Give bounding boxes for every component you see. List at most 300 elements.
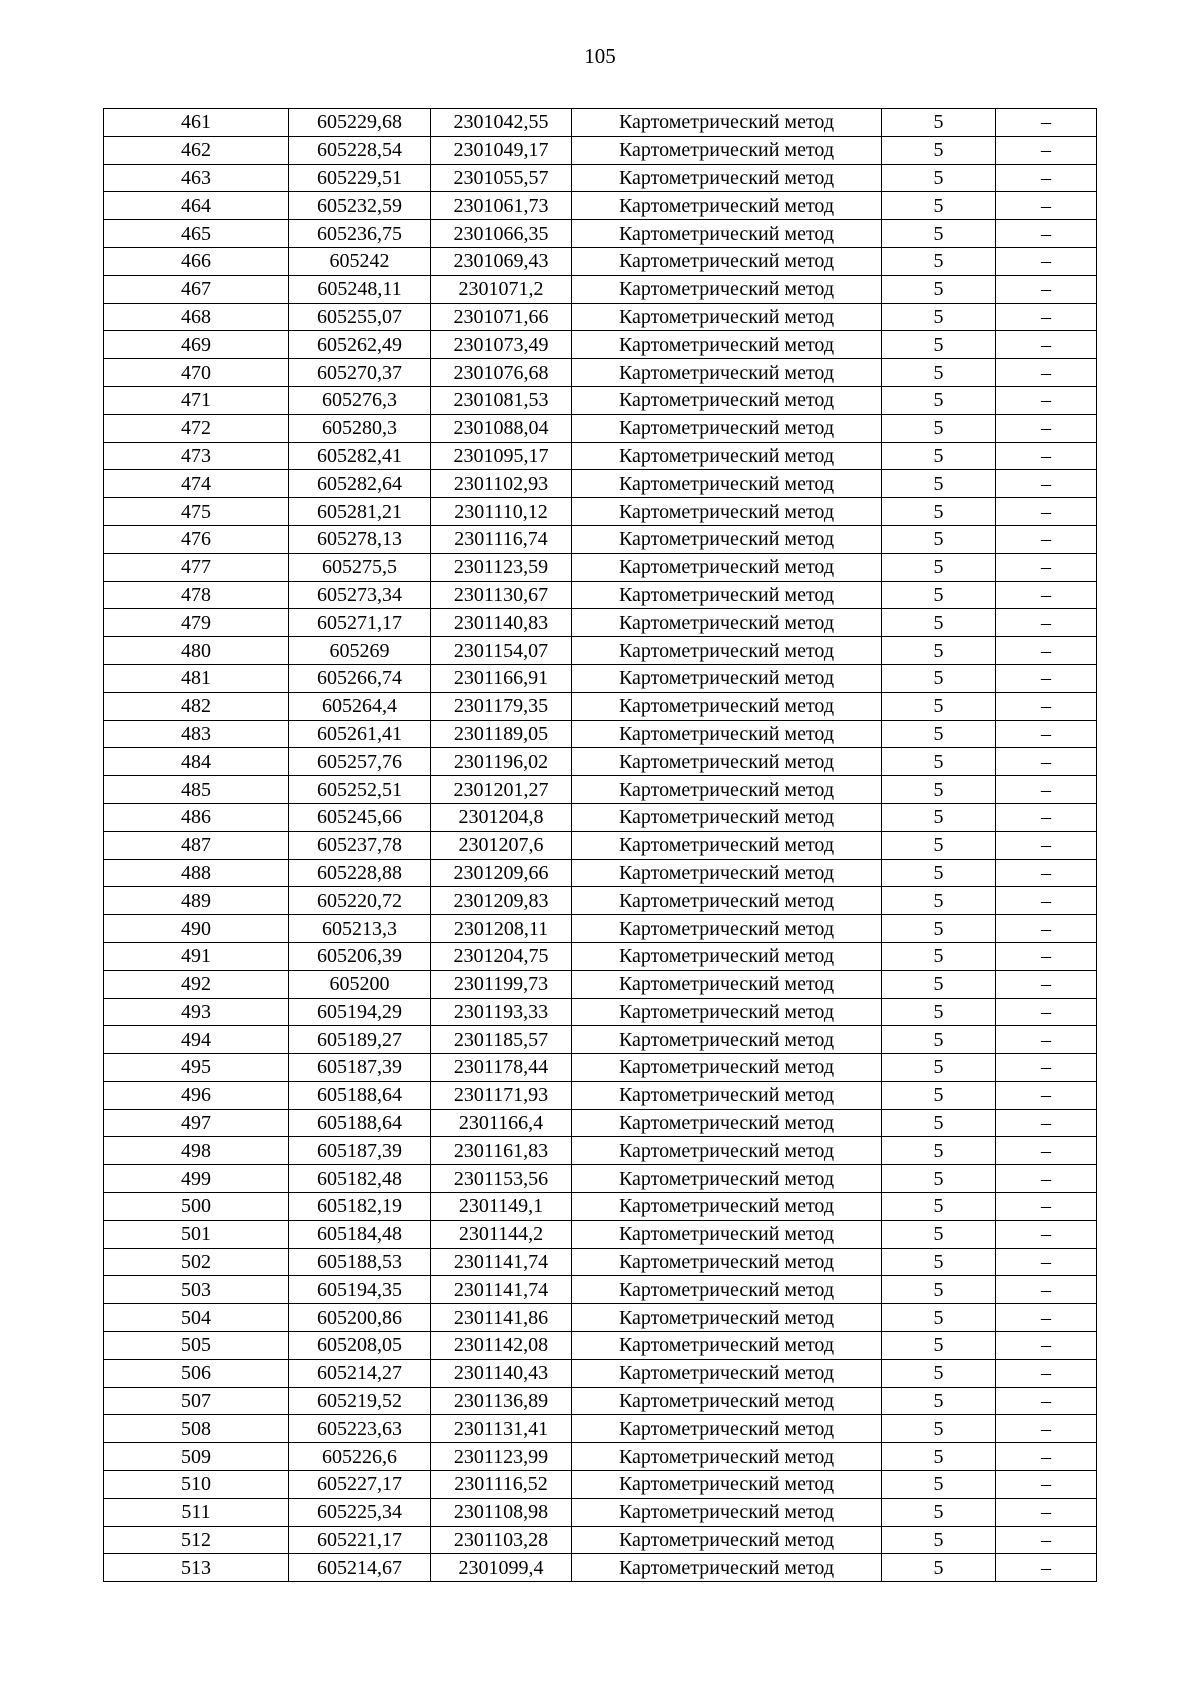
method-cell: Картометрический метод [572, 1165, 882, 1193]
description-cell: – [996, 1137, 1097, 1165]
description-cell: – [996, 803, 1097, 831]
description-cell: – [996, 776, 1097, 804]
table-row [104, 1415, 1097, 1443]
accuracy-cell: 5 [882, 386, 996, 414]
table-row [104, 1387, 1097, 1415]
x-coordinate-cell: 605261,41 [289, 720, 431, 748]
y-coordinate-cell: 2301071,2 [431, 275, 572, 303]
method-cell: Картометрический метод [572, 803, 882, 831]
table-row [104, 1443, 1097, 1471]
accuracy-cell: 5 [882, 525, 996, 553]
point-number-cell: 468 [104, 303, 289, 331]
x-coordinate-cell: 605232,59 [289, 192, 431, 220]
table-row [104, 1081, 1097, 1109]
description-cell: – [996, 1109, 1097, 1137]
table-row [104, 414, 1097, 442]
point-number-cell: 478 [104, 581, 289, 609]
x-coordinate-cell: 605237,78 [289, 831, 431, 859]
table-row [104, 776, 1097, 804]
method-cell: Картометрический метод [572, 303, 882, 331]
point-number-cell: 473 [104, 442, 289, 470]
x-coordinate-cell: 605219,52 [289, 1387, 431, 1415]
table-row [104, 859, 1097, 887]
table-row [104, 915, 1097, 943]
table-row [104, 192, 1097, 220]
table-row [104, 1526, 1097, 1554]
method-cell: Картометрический метод [572, 109, 882, 137]
table-row [104, 692, 1097, 720]
point-number-cell: 493 [104, 998, 289, 1026]
table-row [104, 1137, 1097, 1165]
table-row [104, 1109, 1097, 1137]
table-row [104, 1276, 1097, 1304]
accuracy-cell: 5 [882, 831, 996, 859]
x-coordinate-cell: 605228,88 [289, 859, 431, 887]
accuracy-cell: 5 [882, 470, 996, 498]
x-coordinate-cell: 605266,74 [289, 664, 431, 692]
table-row [104, 359, 1097, 387]
x-coordinate-cell: 605276,3 [289, 386, 431, 414]
x-coordinate-cell: 605182,19 [289, 1193, 431, 1221]
method-cell: Картометрический метод [572, 386, 882, 414]
accuracy-cell: 5 [882, 1220, 996, 1248]
y-coordinate-cell: 2301204,75 [431, 942, 572, 970]
point-number-cell: 463 [104, 164, 289, 192]
method-cell: Картометрический метод [572, 776, 882, 804]
description-cell: – [996, 1471, 1097, 1499]
description-cell: – [996, 637, 1097, 665]
accuracy-cell: 5 [882, 442, 996, 470]
method-cell: Картометрический метод [572, 1220, 882, 1248]
x-coordinate-cell: 605221,17 [289, 1526, 431, 1554]
x-coordinate-cell: 605242 [289, 247, 431, 275]
y-coordinate-cell: 2301189,05 [431, 720, 572, 748]
y-coordinate-cell: 2301042,55 [431, 109, 572, 137]
method-cell: Картометрический метод [572, 1359, 882, 1387]
point-number-cell: 464 [104, 192, 289, 220]
method-cell: Картометрический метод [572, 1193, 882, 1221]
accuracy-cell: 5 [882, 1054, 996, 1082]
y-coordinate-cell: 2301161,83 [431, 1137, 572, 1165]
method-cell: Картометрический метод [572, 470, 882, 498]
table-row [104, 970, 1097, 998]
table-row [104, 525, 1097, 553]
description-cell: – [996, 1248, 1097, 1276]
description-cell: – [996, 942, 1097, 970]
method-cell: Картометрический метод [572, 859, 882, 887]
description-cell: – [996, 859, 1097, 887]
point-number-cell: 474 [104, 470, 289, 498]
point-number-cell: 475 [104, 498, 289, 526]
point-number-cell: 486 [104, 803, 289, 831]
x-coordinate-cell: 605269 [289, 637, 431, 665]
table-row [104, 1193, 1097, 1221]
y-coordinate-cell: 2301123,59 [431, 553, 572, 581]
description-cell: – [996, 1498, 1097, 1526]
description-cell: – [996, 915, 1097, 943]
table-row [104, 998, 1097, 1026]
x-coordinate-cell: 605236,75 [289, 220, 431, 248]
method-cell: Картометрический метод [572, 748, 882, 776]
table-row [104, 664, 1097, 692]
table-row [104, 609, 1097, 637]
table-row [104, 331, 1097, 359]
y-coordinate-cell: 2301071,66 [431, 303, 572, 331]
y-coordinate-cell: 2301201,27 [431, 776, 572, 804]
x-coordinate-cell: 605206,39 [289, 942, 431, 970]
x-coordinate-cell: 605264,4 [289, 692, 431, 720]
coordinates-table-body [104, 109, 1097, 1582]
description-cell: – [996, 887, 1097, 915]
description-cell: – [996, 1193, 1097, 1221]
method-cell: Картометрический метод [572, 1054, 882, 1082]
accuracy-cell: 5 [882, 998, 996, 1026]
y-coordinate-cell: 2301095,17 [431, 442, 572, 470]
y-coordinate-cell: 2301142,08 [431, 1332, 572, 1360]
method-cell: Картометрический метод [572, 136, 882, 164]
y-coordinate-cell: 2301209,83 [431, 887, 572, 915]
method-cell: Картометрический метод [572, 359, 882, 387]
accuracy-cell: 5 [882, 1443, 996, 1471]
x-coordinate-cell: 605200,86 [289, 1304, 431, 1332]
description-cell: – [996, 498, 1097, 526]
point-number-cell: 471 [104, 386, 289, 414]
accuracy-cell: 5 [882, 776, 996, 804]
table-row [104, 247, 1097, 275]
description-cell: – [996, 1276, 1097, 1304]
point-number-cell: 481 [104, 664, 289, 692]
accuracy-cell: 5 [882, 1471, 996, 1499]
y-coordinate-cell: 2301208,11 [431, 915, 572, 943]
x-coordinate-cell: 605225,34 [289, 1498, 431, 1526]
table-row [104, 887, 1097, 915]
method-cell: Картометрический метод [572, 581, 882, 609]
point-number-cell: 492 [104, 970, 289, 998]
y-coordinate-cell: 2301204,8 [431, 803, 572, 831]
accuracy-cell: 5 [882, 136, 996, 164]
method-cell: Картометрический метод [572, 192, 882, 220]
y-coordinate-cell: 2301055,57 [431, 164, 572, 192]
table-row [104, 942, 1097, 970]
x-coordinate-cell: 605227,17 [289, 1471, 431, 1499]
method-cell: Картометрический метод [572, 331, 882, 359]
table-row [104, 136, 1097, 164]
y-coordinate-cell: 2301178,44 [431, 1054, 572, 1082]
accuracy-cell: 5 [882, 1332, 996, 1360]
point-number-cell: 488 [104, 859, 289, 887]
point-number-cell: 509 [104, 1443, 289, 1471]
point-number-cell: 507 [104, 1387, 289, 1415]
description-cell: – [996, 1387, 1097, 1415]
y-coordinate-cell: 2301149,1 [431, 1193, 572, 1221]
accuracy-cell: 5 [882, 359, 996, 387]
y-coordinate-cell: 2301179,35 [431, 692, 572, 720]
method-cell: Картометрический метод [572, 831, 882, 859]
method-cell: Картометрический метод [572, 414, 882, 442]
table-row [104, 803, 1097, 831]
x-coordinate-cell: 605255,07 [289, 303, 431, 331]
description-cell: – [996, 581, 1097, 609]
y-coordinate-cell: 2301073,49 [431, 331, 572, 359]
point-number-cell: 491 [104, 942, 289, 970]
x-coordinate-cell: 605270,37 [289, 359, 431, 387]
y-coordinate-cell: 2301140,43 [431, 1359, 572, 1387]
y-coordinate-cell: 2301108,98 [431, 1498, 572, 1526]
point-number-cell: 485 [104, 776, 289, 804]
table-row [104, 1220, 1097, 1248]
point-number-cell: 484 [104, 748, 289, 776]
description-cell: – [996, 1220, 1097, 1248]
accuracy-cell: 5 [882, 331, 996, 359]
point-number-cell: 495 [104, 1054, 289, 1082]
x-coordinate-cell: 605213,3 [289, 915, 431, 943]
table-row [104, 386, 1097, 414]
description-cell: – [996, 748, 1097, 776]
accuracy-cell: 5 [882, 1026, 996, 1054]
method-cell: Картометрический метод [572, 498, 882, 526]
method-cell: Картометрический метод [572, 1471, 882, 1499]
point-number-cell: 500 [104, 1193, 289, 1221]
x-coordinate-cell: 605278,13 [289, 525, 431, 553]
method-cell: Картометрический метод [572, 692, 882, 720]
point-number-cell: 462 [104, 136, 289, 164]
description-cell: – [996, 275, 1097, 303]
accuracy-cell: 5 [882, 887, 996, 915]
x-coordinate-cell: 605257,76 [289, 748, 431, 776]
y-coordinate-cell: 2301166,4 [431, 1109, 572, 1137]
description-cell: – [996, 164, 1097, 192]
x-coordinate-cell: 605226,6 [289, 1443, 431, 1471]
x-coordinate-cell: 605252,51 [289, 776, 431, 804]
x-coordinate-cell: 605194,35 [289, 1276, 431, 1304]
method-cell: Картометрический метод [572, 1443, 882, 1471]
point-number-cell: 469 [104, 331, 289, 359]
method-cell: Картометрический метод [572, 1248, 882, 1276]
description-cell: – [996, 1054, 1097, 1082]
description-cell: – [996, 1415, 1097, 1443]
y-coordinate-cell: 2301103,28 [431, 1526, 572, 1554]
y-coordinate-cell: 2301141,74 [431, 1276, 572, 1304]
description-cell: – [996, 1554, 1097, 1582]
description-cell: – [996, 386, 1097, 414]
y-coordinate-cell: 2301166,91 [431, 664, 572, 692]
table-row [104, 831, 1097, 859]
point-number-cell: 489 [104, 887, 289, 915]
x-coordinate-cell: 605214,67 [289, 1554, 431, 1582]
accuracy-cell: 5 [882, 1304, 996, 1332]
table-row [104, 1471, 1097, 1499]
table-row [104, 498, 1097, 526]
point-number-cell: 510 [104, 1471, 289, 1499]
point-number-cell: 470 [104, 359, 289, 387]
y-coordinate-cell: 2301069,43 [431, 247, 572, 275]
point-number-cell: 467 [104, 275, 289, 303]
x-coordinate-cell: 605275,5 [289, 553, 431, 581]
description-cell: – [996, 970, 1097, 998]
accuracy-cell: 5 [882, 1359, 996, 1387]
accuracy-cell: 5 [882, 664, 996, 692]
x-coordinate-cell: 605229,68 [289, 109, 431, 137]
table-row [104, 220, 1097, 248]
description-cell: – [996, 247, 1097, 275]
accuracy-cell: 5 [882, 1081, 996, 1109]
point-number-cell: 504 [104, 1304, 289, 1332]
point-number-cell: 499 [104, 1165, 289, 1193]
method-cell: Картометрический метод [572, 275, 882, 303]
y-coordinate-cell: 2301185,57 [431, 1026, 572, 1054]
description-cell: – [996, 470, 1097, 498]
accuracy-cell: 5 [882, 498, 996, 526]
y-coordinate-cell: 2301066,35 [431, 220, 572, 248]
table-row [104, 1498, 1097, 1526]
point-number-cell: 512 [104, 1526, 289, 1554]
method-cell: Картометрический метод [572, 915, 882, 943]
accuracy-cell: 5 [882, 1193, 996, 1221]
y-coordinate-cell: 2301049,17 [431, 136, 572, 164]
description-cell: – [996, 1443, 1097, 1471]
y-coordinate-cell: 2301110,12 [431, 498, 572, 526]
method-cell: Картометрический метод [572, 970, 882, 998]
method-cell: Картометрический метод [572, 942, 882, 970]
accuracy-cell: 5 [882, 915, 996, 943]
method-cell: Картометрический метод [572, 1498, 882, 1526]
x-coordinate-cell: 605262,49 [289, 331, 431, 359]
y-coordinate-cell: 2301154,07 [431, 637, 572, 665]
accuracy-cell: 5 [882, 275, 996, 303]
description-cell: – [996, 553, 1097, 581]
description-cell: – [996, 1304, 1097, 1332]
method-cell: Картометрический метод [572, 1026, 882, 1054]
point-number-cell: 472 [104, 414, 289, 442]
table-row [104, 164, 1097, 192]
method-cell: Картометрический метод [572, 1109, 882, 1137]
description-cell: – [996, 1081, 1097, 1109]
accuracy-cell: 5 [882, 303, 996, 331]
description-cell: – [996, 692, 1097, 720]
accuracy-cell: 5 [882, 164, 996, 192]
x-coordinate-cell: 605200 [289, 970, 431, 998]
y-coordinate-cell: 2301171,93 [431, 1081, 572, 1109]
x-coordinate-cell: 605189,27 [289, 1026, 431, 1054]
y-coordinate-cell: 2301130,67 [431, 581, 572, 609]
accuracy-cell: 5 [882, 192, 996, 220]
y-coordinate-cell: 2301207,6 [431, 831, 572, 859]
y-coordinate-cell: 2301076,68 [431, 359, 572, 387]
table-row [104, 748, 1097, 776]
y-coordinate-cell: 2301153,56 [431, 1165, 572, 1193]
table-row [104, 1165, 1097, 1193]
description-cell: – [996, 998, 1097, 1026]
description-cell: – [996, 359, 1097, 387]
y-coordinate-cell: 2301209,66 [431, 859, 572, 887]
table-row [104, 553, 1097, 581]
x-coordinate-cell: 605208,05 [289, 1332, 431, 1360]
accuracy-cell: 5 [882, 1387, 996, 1415]
table-row [104, 442, 1097, 470]
x-coordinate-cell: 605223,63 [289, 1415, 431, 1443]
point-number-cell: 496 [104, 1081, 289, 1109]
x-coordinate-cell: 605282,64 [289, 470, 431, 498]
method-cell: Картометрический метод [572, 720, 882, 748]
y-coordinate-cell: 2301099,4 [431, 1554, 572, 1582]
x-coordinate-cell: 605245,66 [289, 803, 431, 831]
point-number-cell: 511 [104, 1498, 289, 1526]
y-coordinate-cell: 2301144,2 [431, 1220, 572, 1248]
description-cell: – [996, 1526, 1097, 1554]
table-row [104, 303, 1097, 331]
y-coordinate-cell: 2301141,74 [431, 1248, 572, 1276]
accuracy-cell: 5 [882, 220, 996, 248]
accuracy-cell: 5 [882, 692, 996, 720]
method-cell: Картометрический метод [572, 1304, 882, 1332]
method-cell: Картометрический метод [572, 1554, 882, 1582]
coordinates-table [103, 108, 1097, 1582]
accuracy-cell: 5 [882, 637, 996, 665]
y-coordinate-cell: 2301141,86 [431, 1304, 572, 1332]
point-number-cell: 465 [104, 220, 289, 248]
table-row [104, 720, 1097, 748]
x-coordinate-cell: 605282,41 [289, 442, 431, 470]
x-coordinate-cell: 605187,39 [289, 1054, 431, 1082]
x-coordinate-cell: 605271,17 [289, 609, 431, 637]
accuracy-cell: 5 [882, 581, 996, 609]
y-coordinate-cell: 2301116,74 [431, 525, 572, 553]
accuracy-cell: 5 [882, 553, 996, 581]
x-coordinate-cell: 605214,27 [289, 1359, 431, 1387]
accuracy-cell: 5 [882, 414, 996, 442]
table-row [104, 1332, 1097, 1360]
table-row [104, 109, 1097, 137]
description-cell: – [996, 609, 1097, 637]
description-cell: – [996, 1359, 1097, 1387]
point-number-cell: 477 [104, 553, 289, 581]
x-coordinate-cell: 605194,29 [289, 998, 431, 1026]
method-cell: Картометрический метод [572, 609, 882, 637]
method-cell: Картометрический метод [572, 1276, 882, 1304]
y-coordinate-cell: 2301131,41 [431, 1415, 572, 1443]
accuracy-cell: 5 [882, 1415, 996, 1443]
y-coordinate-cell: 2301136,89 [431, 1387, 572, 1415]
x-coordinate-cell: 605220,72 [289, 887, 431, 915]
description-cell: – [996, 1026, 1097, 1054]
table-row [104, 1359, 1097, 1387]
description-cell: – [996, 303, 1097, 331]
method-cell: Картометрический метод [572, 887, 882, 915]
description-cell: – [996, 220, 1097, 248]
point-number-cell: 502 [104, 1248, 289, 1276]
accuracy-cell: 5 [882, 720, 996, 748]
method-cell: Картометрический метод [572, 247, 882, 275]
point-number-cell: 461 [104, 109, 289, 137]
accuracy-cell: 5 [882, 1526, 996, 1554]
y-coordinate-cell: 2301140,83 [431, 609, 572, 637]
method-cell: Картометрический метод [572, 1387, 882, 1415]
table-row [104, 1554, 1097, 1582]
accuracy-cell: 5 [882, 1554, 996, 1582]
y-coordinate-cell: 2301123,99 [431, 1443, 572, 1471]
point-number-cell: 503 [104, 1276, 289, 1304]
accuracy-cell: 5 [882, 247, 996, 275]
accuracy-cell: 5 [882, 1248, 996, 1276]
table-row [104, 581, 1097, 609]
method-cell: Картометрический метод [572, 998, 882, 1026]
point-number-cell: 498 [104, 1137, 289, 1165]
description-cell: – [996, 136, 1097, 164]
table-row [104, 275, 1097, 303]
description-cell: – [996, 1332, 1097, 1360]
point-number-cell: 494 [104, 1026, 289, 1054]
x-coordinate-cell: 605188,64 [289, 1081, 431, 1109]
